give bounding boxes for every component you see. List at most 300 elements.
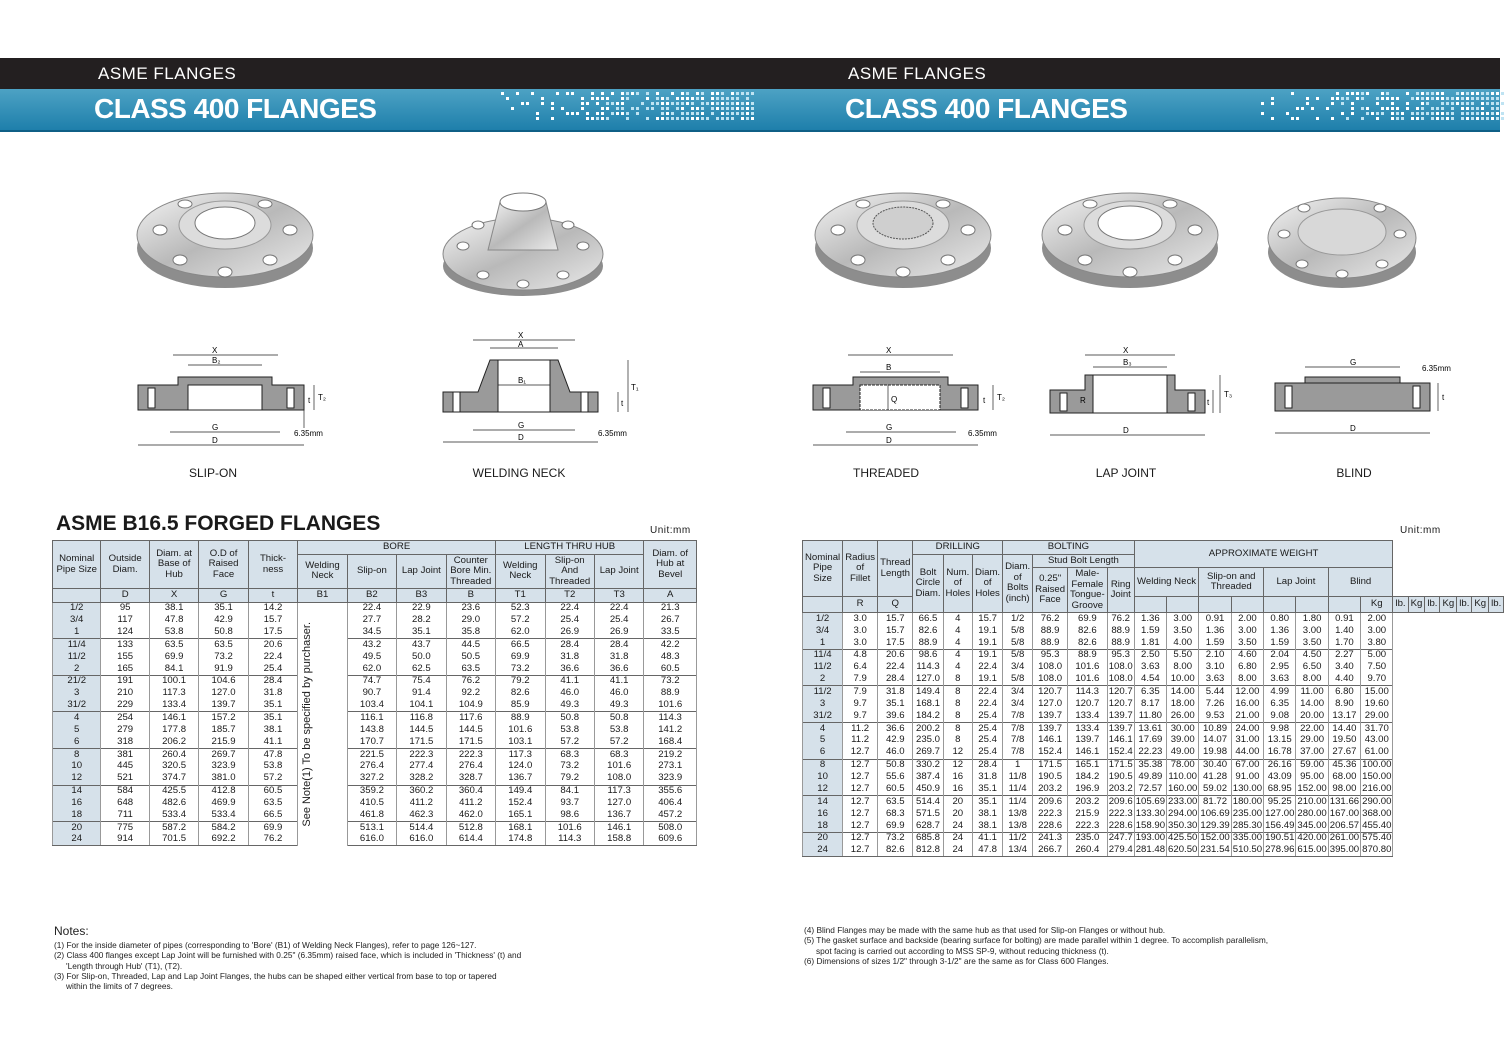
table-cell: 93.7	[545, 797, 594, 809]
table-cell: 8	[803, 759, 843, 771]
table-cell: 3/4	[53, 614, 101, 626]
table-cell: 26.9	[545, 627, 594, 639]
table-cell: 24	[943, 844, 973, 856]
table-cell: 11/2	[53, 651, 101, 663]
table-cell: 24	[803, 844, 843, 856]
dim-t2-label: T₂	[997, 393, 1005, 402]
table-cell: 146.1	[1068, 747, 1108, 759]
table-cell: 13.61	[1134, 722, 1166, 734]
table-cell: 19.1	[973, 625, 1003, 637]
table-cell: 165.1	[496, 809, 545, 821]
table-cell: 11/4	[1003, 796, 1033, 808]
table-cell: 190.5	[1108, 771, 1133, 783]
table-cell: 3	[53, 688, 101, 700]
table-row	[803, 808, 1504, 820]
table-cell: 8	[943, 710, 973, 722]
table-cell: 185.7	[199, 724, 248, 736]
table-row	[803, 613, 1504, 625]
table-cell: 6	[803, 747, 843, 759]
table-cell: 7.26	[1199, 698, 1231, 710]
symbol-cell: T2	[545, 589, 594, 603]
table-cell: 84.1	[545, 785, 594, 797]
table-cell: 144.5	[446, 724, 495, 736]
group-stud-length: Stud Bolt Length	[1033, 554, 1135, 568]
table-cell: 31/2	[803, 710, 843, 722]
table-cell: 6.50	[1296, 662, 1328, 674]
table-cell: 67.00	[1231, 759, 1263, 771]
table-cell: 106.69	[1200, 807, 1230, 819]
table-cell: 16	[943, 783, 973, 795]
table-cell: 53.8	[594, 724, 643, 736]
table-cell: 3.50	[1231, 637, 1263, 649]
table-cell: 35.1	[878, 698, 913, 710]
table-cell: 8.90	[1328, 698, 1360, 710]
table-cell: 3.0	[843, 613, 878, 625]
table-cell: 9.53	[1199, 710, 1231, 722]
table-cell: 146.1	[1108, 734, 1133, 746]
table-row	[803, 662, 1504, 674]
table-cell: 609.6	[644, 834, 697, 846]
table-cell: 78.00	[1167, 759, 1199, 771]
dim-g-label: G	[212, 423, 219, 432]
table-cell: 73.2	[496, 663, 545, 675]
table-cell: 6.35	[1134, 686, 1166, 698]
table-cell: 21/2	[53, 675, 101, 687]
table-cell: 323.9	[199, 761, 248, 773]
table-cell: 24	[53, 834, 101, 846]
unit-cell: lb.	[1457, 597, 1472, 613]
caption-lap-joint: LAP JOINT	[1095, 466, 1157, 480]
table-cell: 14	[803, 796, 843, 808]
table-cell: 261.00	[1329, 832, 1360, 844]
table-cell: 412.8	[199, 785, 248, 797]
threaded-drawing	[808, 340, 1008, 455]
table-cell: 104.1	[397, 700, 446, 712]
table-cell: 27.7	[347, 614, 396, 626]
table-cell: 12.7	[843, 796, 878, 808]
table-cell: 521	[101, 773, 149, 785]
table-cell: 7/8	[1003, 722, 1033, 734]
table-cell: 327.2	[347, 773, 396, 785]
symbol-cell: A	[644, 589, 697, 603]
table-cell: 130.00	[1232, 782, 1263, 794]
table-cell: 11.2	[843, 722, 878, 734]
table-cell: 76.2	[248, 834, 297, 846]
table-cell: 9.7	[843, 710, 878, 722]
table-cell: 235.00	[1232, 807, 1263, 819]
table-cell: 328.7	[446, 773, 495, 785]
table-cell: 512.8	[446, 822, 495, 834]
dim-g-label: G	[1350, 358, 1357, 367]
table-cell: 42.2	[644, 639, 697, 651]
symbol-cell: G	[199, 589, 248, 603]
dim-b3-label: B₃	[1123, 358, 1132, 367]
note-5: (5) The gasket surface and backside (bearing surface for bolting) are made parallel within 1 degree. To accomplish parallelism,	[804, 935, 1269, 946]
table-cell: 47.8	[248, 748, 297, 760]
table-cell: 101.6	[594, 761, 643, 773]
table-cell: 1.59	[1134, 625, 1166, 637]
table-cell: 228.6	[1108, 819, 1133, 831]
table-cell: 19.60	[1361, 698, 1393, 710]
symbol-cell	[1199, 597, 1231, 613]
table-cell: 9.7	[843, 698, 878, 710]
table-cell: 18	[53, 809, 101, 821]
table-cell: 41.1	[545, 675, 594, 687]
table-cell: 114.3	[545, 834, 594, 846]
table-cell: 49.89	[1134, 771, 1166, 783]
table-cell: 31.8	[878, 686, 913, 698]
table-cell: 229	[101, 700, 149, 712]
table-cell: 116.1	[347, 712, 396, 724]
table-row	[803, 796, 1504, 808]
table-cell: 620.50	[1168, 843, 1198, 855]
table-cell: 4	[943, 613, 973, 625]
table-cell: 49.3	[594, 700, 643, 712]
col-male-female: Male-Female Tongue-Groove	[1068, 568, 1108, 613]
table-cell: 210.00	[1297, 795, 1327, 807]
table-cell: 16	[803, 808, 843, 820]
table-cell: 13/4	[1003, 844, 1033, 856]
table-cell: 2.95	[1264, 662, 1296, 674]
table-cell: 335.00	[1232, 832, 1263, 844]
table-cell: 4	[943, 662, 973, 674]
table-cell: 98.6	[913, 649, 943, 661]
table-cell: 63.5	[149, 639, 198, 651]
table-cell: 6.4	[843, 662, 878, 674]
table-cell: 12	[53, 773, 101, 785]
table-cell: 50.8	[878, 759, 913, 771]
table-cell: 233.00	[1168, 795, 1198, 807]
col-ring-joint: Ring Joint	[1107, 568, 1134, 613]
table-cell: 21.3	[644, 602, 697, 614]
table-cell: 221.5	[347, 748, 396, 760]
table-cell: 101.6	[496, 724, 545, 736]
table-cell: 222.3	[397, 748, 446, 760]
dim-t-label: t	[1207, 398, 1210, 407]
table-cell: 184.2	[913, 710, 943, 722]
table-cell: 11/2	[1003, 832, 1033, 844]
table-cell: 5	[803, 735, 843, 747]
table-cell: 7.9	[843, 674, 878, 686]
dim-r-label: R	[1080, 396, 1086, 405]
table-cell: 812.8	[913, 844, 943, 856]
table-cell: 11/2	[803, 686, 843, 698]
table-cell: 84.1	[149, 663, 198, 675]
table-cell: 11/4	[1003, 783, 1033, 795]
table-cell: 117.6	[446, 712, 495, 724]
table-cell: 146.1	[594, 822, 643, 834]
table-cell: 231.54	[1200, 843, 1230, 855]
table-cell: 5.44	[1199, 686, 1231, 698]
table-cell: 209.6	[1108, 795, 1133, 807]
table-cell: 25.4	[973, 710, 1003, 722]
table-cell: 88.9	[1107, 637, 1134, 649]
table-cell: 359.2	[347, 785, 396, 797]
table-cell: 266.7	[1033, 844, 1068, 856]
table-cell: 26.00	[1167, 710, 1199, 722]
table-cell: 25.4	[973, 747, 1003, 759]
dim-rf-label: 6.35mm	[598, 429, 627, 438]
slip-on-flange-photo	[130, 180, 320, 290]
table-cell: 25.4	[973, 722, 1003, 734]
table-cell: 45.36	[1328, 759, 1360, 771]
table-cell: 12	[943, 759, 973, 771]
table-cell: 4	[943, 625, 973, 637]
table-cell: 53.8	[545, 724, 594, 736]
table-cell: 8.00	[1296, 674, 1328, 686]
table-row	[803, 637, 1504, 649]
symbol-cell: B2	[347, 589, 396, 603]
table-cell: 69.9	[248, 822, 297, 834]
col-weight-so: Slip-on and Threaded	[1199, 568, 1264, 597]
table-cell: 10	[53, 761, 101, 773]
col-nominal-size: Nominal Pipe Size	[803, 541, 843, 597]
table-cell: 68.3	[545, 748, 594, 760]
table-cell: 152.00	[1297, 782, 1327, 794]
table-cell: 117.3	[149, 688, 198, 700]
table-cell: 19.1	[973, 674, 1003, 686]
table-row	[53, 736, 697, 748]
table-row	[53, 712, 697, 724]
table-cell: 133	[101, 639, 149, 651]
table-cell: 100.00	[1362, 759, 1392, 771]
dim-x-label: X	[212, 346, 218, 355]
table-cell: 114.3	[644, 712, 697, 724]
table-cell: 105.69	[1135, 795, 1166, 807]
table-cell: 3/4	[1003, 686, 1033, 698]
left-unit-label: Unit:mm	[650, 525, 691, 536]
table-cell: 133.4	[1068, 722, 1108, 734]
table-cell: 82.6	[496, 688, 545, 700]
note-3: (3) For Slip-on, Threaded, Lap and Lap Joint Flanges, the hubs can be shaped either vertical from base to top or tapered	[54, 971, 497, 982]
table-cell: 222.3	[1068, 820, 1108, 832]
table-cell: 139.7	[199, 700, 248, 712]
table-cell: 5/8	[1003, 649, 1033, 661]
table-cell: 31.70	[1361, 722, 1393, 734]
table-cell: 1.59	[1264, 637, 1296, 649]
left-page-title: CLASS 400 FLANGES	[94, 93, 377, 124]
dim-b1-label: B₁	[518, 376, 527, 385]
table-cell: 5/8	[1003, 625, 1033, 637]
table-cell: 114.3	[913, 662, 943, 674]
table-cell: 3.10	[1199, 662, 1231, 674]
table-row	[53, 822, 697, 834]
table-cell: 5/8	[1003, 637, 1033, 649]
symbol-cell: B3	[397, 589, 446, 603]
table-cell: 7/8	[1003, 747, 1033, 759]
table-cell: 387.4	[913, 771, 943, 783]
table-cell: 160.00	[1168, 782, 1198, 794]
table-cell: 193.00	[1135, 832, 1166, 844]
table-cell: 235.0	[913, 735, 943, 747]
table-cell: 3.00	[1167, 613, 1199, 625]
col-bore-lap: Lap Joint	[397, 554, 446, 589]
table-cell: 11/4	[803, 649, 843, 661]
table-cell: 35.8	[446, 627, 495, 639]
col-weight-wn: Welding Neck	[1134, 568, 1199, 597]
table-cell: 6.35	[1264, 698, 1296, 710]
table-cell: 41.1	[248, 736, 297, 748]
table-row	[53, 614, 697, 626]
table-cell: 103.1	[496, 736, 545, 748]
table-cell: 273.1	[644, 761, 697, 773]
table-cell: 1/2	[1003, 613, 1033, 625]
dim-d-label: D	[212, 436, 218, 445]
col-len-wn: Welding Neck	[496, 554, 545, 589]
table-cell: 37.00	[1296, 747, 1328, 759]
table-cell: 90.7	[347, 688, 396, 700]
table-cell: 95	[101, 602, 149, 614]
table-cell: 0.91	[1199, 613, 1231, 625]
table-cell: 0.80	[1264, 613, 1296, 625]
table-cell: 30.40	[1199, 759, 1231, 771]
table-cell: 127.0	[913, 674, 943, 686]
table-cell: 15.7	[248, 614, 297, 626]
table-cell: 701.5	[149, 834, 198, 846]
table-cell: 23.6	[446, 602, 495, 614]
table-cell: 29.00	[1296, 735, 1328, 747]
table-cell: 28.4	[545, 639, 594, 651]
table-cell: 124	[101, 627, 149, 639]
table-cell: 360.4	[446, 785, 495, 797]
table-cell: 3.50	[1296, 637, 1328, 649]
symbol-cell	[1296, 597, 1328, 613]
bore-note-text: See Note(1) To be specified by purchaser.	[301, 622, 314, 827]
lap-joint-drawing	[1045, 345, 1245, 445]
table-cell: 104.6	[199, 675, 248, 687]
table-cell: 368.00	[1362, 807, 1392, 819]
table-row	[53, 700, 697, 712]
table-cell: 168.1	[913, 698, 943, 710]
table-cell: 514.4	[913, 796, 943, 808]
table-row	[53, 663, 697, 675]
table-cell: 66.5	[496, 639, 545, 651]
group-weight: APPROXIMATE WEIGHT	[1134, 541, 1393, 568]
table-cell: 171.5	[446, 736, 495, 748]
table-cell: 461.8	[347, 809, 396, 821]
table-cell: 9.98	[1264, 722, 1296, 734]
table-cell: 410.5	[347, 797, 396, 809]
symbol-cell	[1134, 597, 1166, 613]
table-row	[53, 748, 697, 760]
table-cell: 12.00	[1231, 686, 1263, 698]
table-cell: 42.9	[878, 735, 913, 747]
table-cell: 345.00	[1297, 819, 1327, 831]
table-cell: 28.4	[594, 639, 643, 651]
table-cell: 88.9	[1068, 649, 1108, 661]
table-cell: 91.00	[1231, 771, 1263, 783]
table-cell: 575.40	[1362, 832, 1392, 844]
right-unit-label: Unit:mm	[1400, 525, 1441, 536]
table-cell: 228.6	[1033, 820, 1068, 832]
table-row	[803, 710, 1504, 722]
col-nominal-size: Nominal Pipe Size	[53, 541, 101, 589]
table-cell: 5.50	[1167, 649, 1199, 661]
table-row	[803, 759, 1504, 771]
table-cell: 120.7	[1068, 698, 1108, 710]
table-cell: 215.9	[1068, 808, 1108, 820]
table-cell: 4.54	[1134, 674, 1166, 686]
table-cell: 124.0	[496, 761, 545, 773]
table-cell: 28.2	[397, 614, 446, 626]
table-row	[53, 675, 697, 687]
table-cell: 101.6	[545, 822, 594, 834]
table-cell: 203.2	[1108, 782, 1133, 794]
table-cell: 38.1	[973, 808, 1003, 820]
table-cell: 73.2	[545, 761, 594, 773]
table-cell: 17.5	[878, 637, 913, 649]
symbol-cell: T1	[496, 589, 545, 603]
table-cell: 117.3	[594, 785, 643, 797]
table-cell: 320.5	[149, 761, 198, 773]
table-cell: 127.0	[1033, 698, 1068, 710]
table-cell: 43.7	[397, 639, 446, 651]
table-cell: 117.3	[496, 748, 545, 760]
table-cell: 61.00	[1361, 747, 1393, 759]
col-hole-diam: Diam. of Holes	[973, 554, 1003, 613]
table-cell: 25.4	[545, 614, 594, 626]
table-cell: 31.00	[1231, 735, 1263, 747]
table-cell: 11/8	[1003, 771, 1033, 783]
table-cell: 158.8	[594, 834, 643, 846]
table-cell: 76.2	[446, 675, 495, 687]
table-row	[803, 820, 1504, 832]
table-cell: 26.9	[594, 627, 643, 639]
dim-t-label: t	[308, 396, 311, 405]
table-cell: 19.1	[973, 649, 1003, 661]
table-row	[53, 724, 697, 736]
table-cell: 425.50	[1168, 832, 1198, 844]
table-cell: 88.9	[1033, 637, 1068, 649]
table-cell: 8	[943, 698, 973, 710]
dim-t2-label: T₂	[318, 393, 326, 402]
table-cell: 133.30	[1135, 807, 1166, 819]
pixel-decoration-right	[1246, 92, 1506, 124]
slip-on-drawing	[128, 340, 328, 455]
caption-slip-on: SLIP-ON	[188, 466, 237, 480]
table-cell: 2.00	[1361, 613, 1393, 625]
table-cell: 685.8	[913, 832, 943, 844]
table-cell: 63.5	[199, 639, 248, 651]
table-cell: 210	[101, 688, 149, 700]
table-cell: 27.67	[1328, 747, 1360, 759]
table-cell: 184.2	[1068, 771, 1108, 783]
table-cell: 177.8	[149, 724, 198, 736]
table-cell: 0.91	[1328, 613, 1360, 625]
table-cell: 63.5	[446, 663, 495, 675]
table-cell: 3.80	[1361, 637, 1393, 649]
table-cell: 2.04	[1264, 649, 1296, 661]
table-cell: 462.3	[397, 809, 446, 821]
table-cell: 3/4	[1003, 698, 1033, 710]
table-cell: 260.4	[1068, 844, 1108, 856]
table-cell: 20	[53, 822, 101, 834]
table-cell: 150.00	[1362, 771, 1392, 783]
col-outside-diam: Outside Diam.	[101, 541, 149, 589]
table-cell: 60.5	[644, 663, 697, 675]
table-cell: 3/4	[1003, 662, 1033, 674]
table-cell: 395.00	[1329, 843, 1360, 855]
table-cell: 91.9	[199, 663, 248, 675]
table-cell: 92.2	[446, 688, 495, 700]
col-thread-length: Thread Length	[878, 541, 913, 597]
table-cell: 171.5	[1108, 759, 1133, 771]
lap-joint-flange-photo	[1035, 180, 1225, 290]
table-row	[53, 651, 697, 663]
table-cell: 114.3	[1068, 686, 1108, 698]
table-cell: 167.00	[1329, 807, 1360, 819]
table-cell: 141.2	[644, 724, 697, 736]
